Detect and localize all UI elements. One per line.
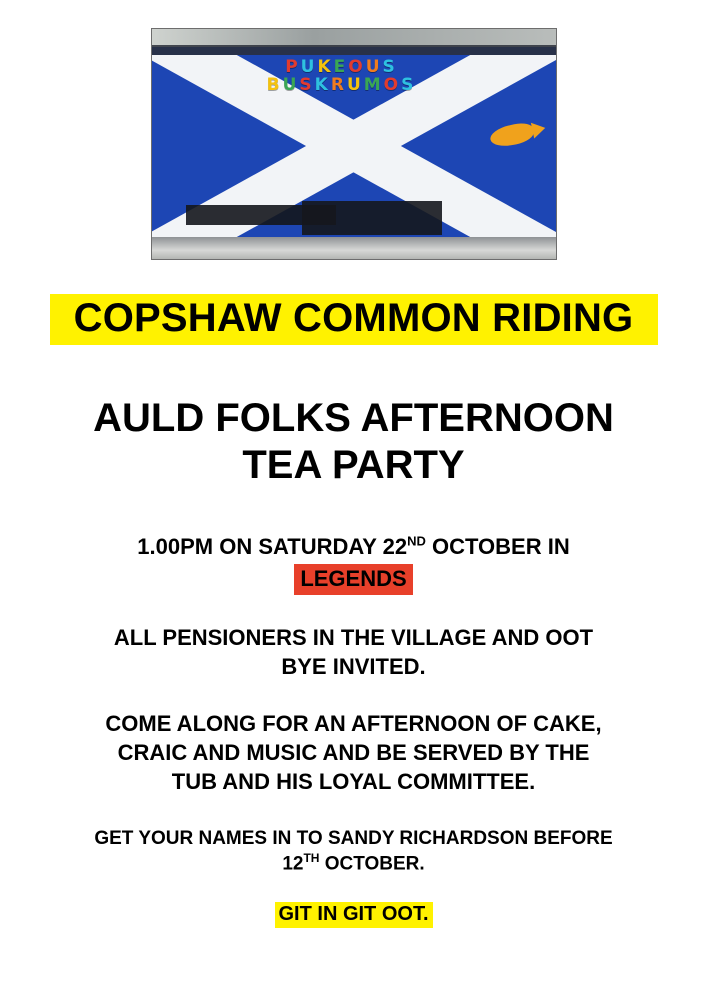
banner-letters bbox=[256, 59, 426, 95]
invitation-line-2: BYE INVITED. bbox=[281, 653, 426, 679]
rsvp-line-1: GET YOUR NAMES IN TO SANDY RICHARDSON BEFORE bbox=[94, 827, 613, 849]
footer-slogan: GIT IN GIT OOT. bbox=[275, 902, 433, 928]
rsvp-deadline-month: OCTOBER. bbox=[319, 853, 425, 875]
invitation-line-1: ALL PENSIONERS IN THE VILLAGE AND OOT bbox=[113, 624, 594, 650]
photo-ground bbox=[152, 237, 556, 259]
rsvp-text bbox=[34, 826, 674, 876]
banner-letter: B bbox=[266, 74, 281, 95]
banner-letter: S bbox=[401, 74, 415, 95]
banner-letter: R bbox=[330, 74, 345, 95]
venue-name: LEGENDS bbox=[294, 564, 412, 595]
event-headline-line-1: AULD FOLKS AFTERNOON bbox=[93, 396, 614, 440]
rsvp-deadline-day: 12 bbox=[282, 853, 304, 875]
description-line-1: COME ALONG FOR AN AFTERNOON OF CAKE, bbox=[105, 710, 602, 736]
banner-letter: U bbox=[346, 74, 362, 95]
event-datetime-text: 1.00PM ON SATURDAY 22 bbox=[137, 534, 408, 560]
footer-band bbox=[275, 902, 433, 928]
rsvp-ordinal-suffix: TH bbox=[303, 850, 320, 865]
invitation-text bbox=[44, 623, 664, 681]
event-headline-line-2: TEA PARTY bbox=[242, 443, 465, 488]
banner-letter: E bbox=[333, 57, 347, 77]
venue-wrapper bbox=[34, 562, 674, 595]
banner-letter: K bbox=[317, 57, 332, 77]
page-title: COPSHAW COMMON RIDING bbox=[73, 296, 634, 340]
photo-shadow-center bbox=[302, 201, 442, 235]
banner-letter: S bbox=[382, 57, 396, 77]
banner-letter: P bbox=[285, 57, 299, 77]
event-datetime-tail: OCTOBER IN bbox=[425, 534, 570, 560]
banner-letter: U bbox=[365, 57, 381, 77]
banner-letter: K bbox=[314, 74, 329, 95]
description-line-2: CRAIC AND MUSIC AND BE SERVED BY THE bbox=[117, 739, 590, 765]
title-highlight-band bbox=[50, 294, 658, 345]
banner-letter: S bbox=[299, 74, 313, 95]
rsvp-line-2 bbox=[34, 851, 674, 876]
event-headline bbox=[34, 395, 674, 489]
description-line-3: TUB AND HIS LOYAL COMMITTEE. bbox=[171, 768, 536, 794]
event-datetime bbox=[34, 533, 674, 594]
banner-letter: O bbox=[348, 57, 364, 77]
saltire-banner-photo bbox=[151, 28, 557, 260]
banner-letter: O bbox=[383, 74, 400, 95]
banner-letter: U bbox=[300, 57, 316, 77]
banner-letter: M bbox=[363, 74, 382, 95]
description-text bbox=[44, 709, 664, 796]
banner-letter: U bbox=[282, 74, 298, 95]
date-ordinal-suffix: ND bbox=[407, 534, 426, 550]
